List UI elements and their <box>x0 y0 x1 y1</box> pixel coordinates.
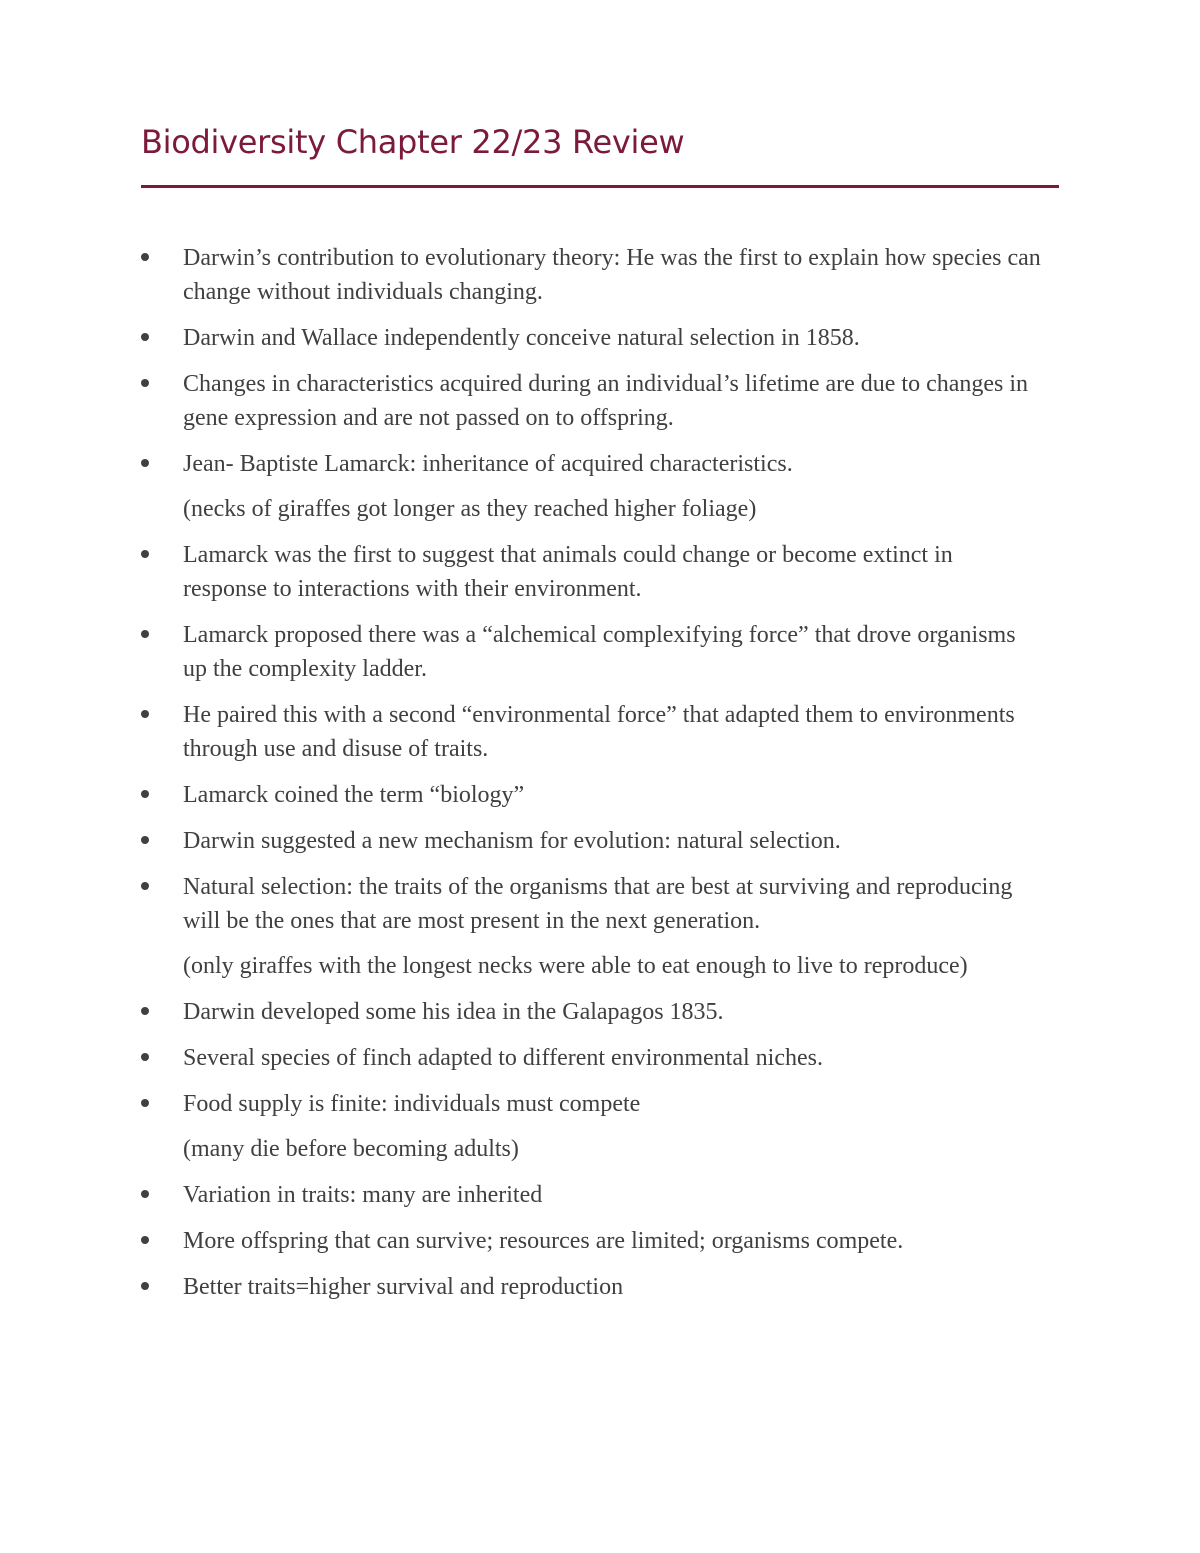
list-item <box>141 538 1041 606</box>
list-item-text: Better traits=higher survival and reproduction <box>183 1274 624 1300</box>
list-item-text: (necks of giraffes got longer as they reached higher foliage) <box>183 496 757 522</box>
list-item-text: Lamarck coined the term “biology” <box>183 782 525 808</box>
list-item-text: Changes in characteristics acquired during an individual’s lifetime are due to changes in gene expression and are not passed on to offspring. <box>183 371 1029 431</box>
bullet-icon <box>141 1282 149 1290</box>
list-item-text: Food supply is finite: individuals must compete <box>183 1091 641 1117</box>
list-item <box>141 1087 1041 1121</box>
bullet-icon <box>141 1007 149 1015</box>
list-item-text: Jean- Baptiste Lamarck: inheritance of acquired characteristics. <box>183 451 793 477</box>
list-item <box>141 870 1041 938</box>
bullet-icon <box>141 459 149 467</box>
list-item-text: Darwin suggested a new mechanism for evolution: natural selection. <box>183 828 841 854</box>
list-item-text: (only giraffes with the longest necks were able to eat enough to live to reproduce) <box>183 953 968 979</box>
list-item <box>141 698 1041 766</box>
bullet-icon <box>141 882 149 890</box>
list-item-text: Variation in traits: many are inherited <box>183 1182 543 1208</box>
bullet-icon <box>141 1099 149 1107</box>
list-item-text: More offspring that can survive; resources are limited; organisms compete. <box>183 1228 904 1254</box>
list-item <box>141 1270 1041 1304</box>
list-item-text: Darwin developed some his idea in the Galapagos 1835. <box>183 999 724 1025</box>
bullet-icon <box>141 630 149 638</box>
list-item-text: He paired this with a second “environmental force” that adapted them to environments through use and disuse of traits. <box>183 702 1015 762</box>
list-item <box>141 995 1041 1029</box>
list-item-text: Lamarck was the first to suggest that animals could change or become extinct in response to interactions with their environment. <box>183 542 953 602</box>
list-item <box>141 618 1041 686</box>
bullet-icon <box>141 1053 149 1061</box>
bullet-icon <box>141 1190 149 1198</box>
bullet-icon <box>141 1236 149 1244</box>
bullet-icon <box>141 379 149 387</box>
bullet-icon <box>141 790 149 798</box>
list-item <box>141 1224 1041 1258</box>
list-item <box>141 241 1041 309</box>
bullet-icon <box>141 253 149 261</box>
list-item <box>141 778 1041 812</box>
list-item <box>141 1041 1041 1075</box>
list-item-text: Several species of finch adapted to different environmental niches. <box>183 1045 823 1071</box>
bullet-icon <box>141 333 149 341</box>
page-title: Biodiversity Chapter 22/23 Review <box>141 123 685 161</box>
list-item <box>141 321 1041 355</box>
list-item <box>141 367 1041 435</box>
bullet-list <box>141 241 1041 1316</box>
list-item-note <box>141 1132 1041 1166</box>
title-divider <box>141 185 1059 188</box>
bullet-icon <box>141 710 149 718</box>
list-item <box>141 1178 1041 1212</box>
list-item-note <box>141 949 1041 983</box>
list-item <box>141 824 1041 858</box>
list-item-text: (many die before becoming adults) <box>183 1136 519 1162</box>
list-item-note <box>141 492 1041 526</box>
list-item <box>141 447 1041 481</box>
list-item-text: Darwin’s contribution to evolutionary theory: He was the first to explain how species can change without individuals changing. <box>183 245 1041 305</box>
bullet-icon <box>141 836 149 844</box>
list-item-text: Darwin and Wallace independently conceive natural selection in 1858. <box>183 325 860 351</box>
list-item-text: Lamarck proposed there was a “alchemical complexifying force” that drove organisms up the complexity ladder. <box>183 622 1016 682</box>
list-item-text: Natural selection: the traits of the organisms that are best at surviving and reproducing will be the ones that are most present in the next generation. <box>183 874 1013 934</box>
bullet-icon <box>141 550 149 558</box>
